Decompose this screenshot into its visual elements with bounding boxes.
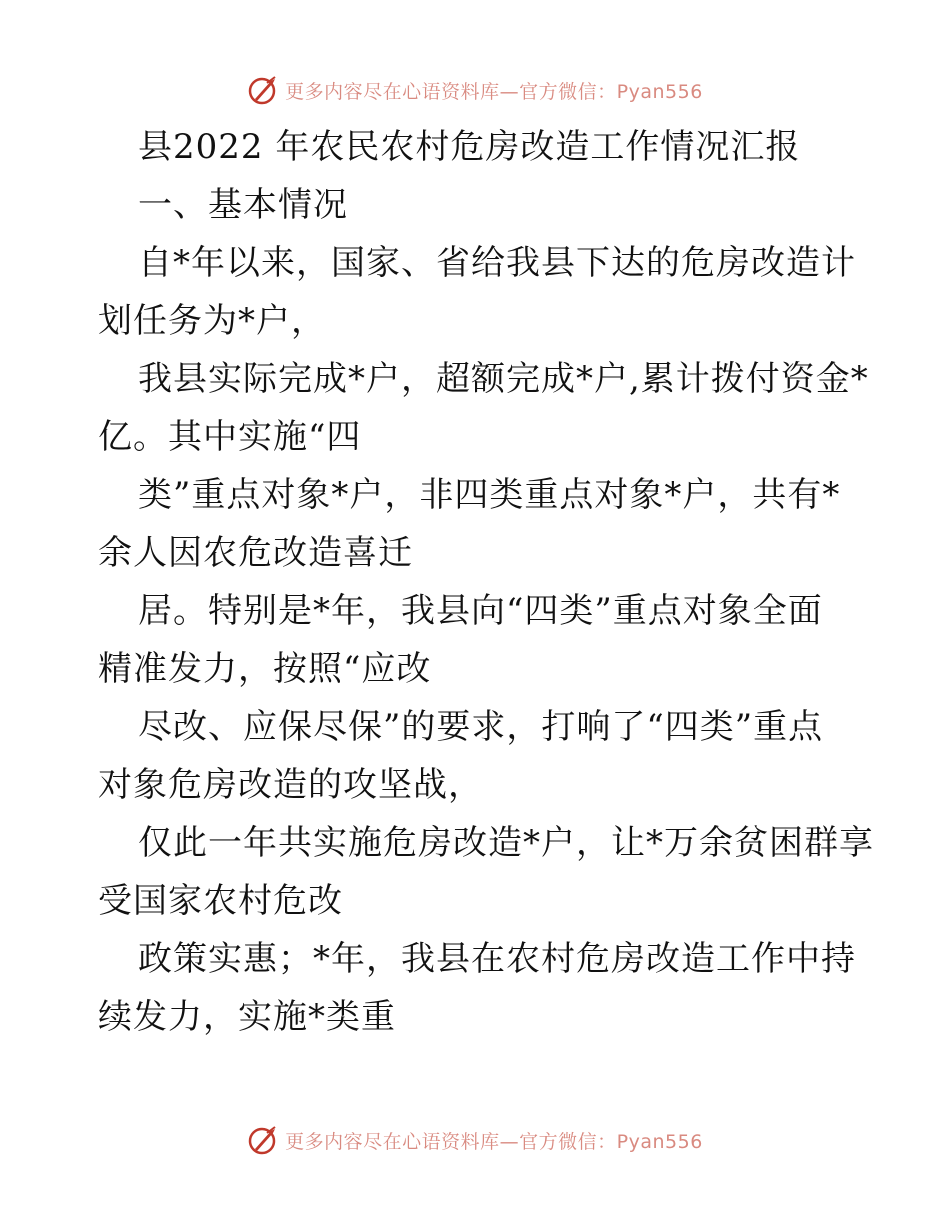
paragraph-line: 仅此一年共实施危房改造*户，让*万余贫困群享 [138, 823, 874, 863]
watermark-text: 更多内容尽在心语资料库—官方微信：Pyan556 [285, 1130, 703, 1153]
paragraph-line: 政策实惠；*年，我县在农村危房改造工作中持 [138, 939, 856, 979]
section-heading: 一、基本情况 [138, 185, 348, 225]
paragraph-line: 自*年以来，国家、省给我县下达的危房改造计 [138, 243, 856, 283]
watermark-text: 更多内容尽在心语资料库—官方微信：Pyan556 [285, 80, 703, 103]
paragraph-line: 亿。其中实施“四 [98, 417, 362, 457]
header-watermark [0, 70, 950, 110]
paragraph-line: 我县实际完成*户，超额完成*户,累计拨付资金* [138, 359, 869, 399]
paragraph-line: 类”重点对象*户，非四类重点对象*户，共有* [138, 475, 841, 515]
paragraph-line: 受国家农村危改 [98, 881, 343, 921]
paragraph-line: 对象危房改造的攻坚战， [98, 765, 483, 805]
quill-pen-logo-icon [247, 1123, 281, 1157]
paragraph-line: 精准发力，按照“应改 [98, 649, 432, 689]
paragraph-line: 余人因农危改造喜迁 [98, 533, 413, 573]
quill-pen-logo-icon [247, 73, 281, 107]
paragraph-line: 尽改、应保尽保”的要求，打响了“四类”重点 [138, 707, 824, 747]
paragraph-line: 居。特别是*年，我县向“四类”重点对象全面 [138, 591, 823, 631]
document-title: 县2022 年农民农村危房改造工作情况汇报 [138, 127, 801, 167]
paragraph-line: 划任务为*户， [98, 301, 326, 341]
paragraph-line: 续发力，实施*类重 [98, 997, 396, 1037]
footer-watermark [0, 1120, 950, 1160]
